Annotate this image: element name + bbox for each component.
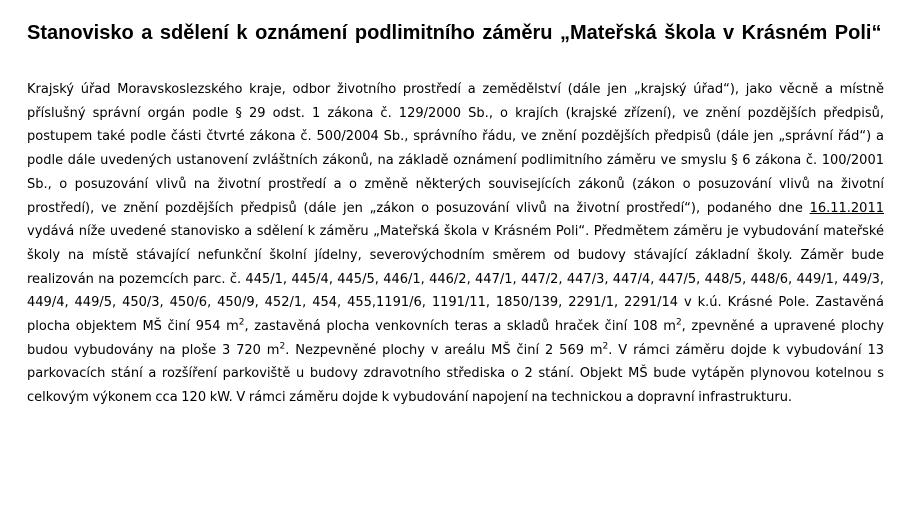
paragraph-text-4: , zpevněné a upravené plochy budou vybudovány na ploše 3 720 m [27,319,884,358]
document-title: Stanovisko a sdělení k oznámení podlimitního záměru „Mateřská škola v Krásném Poli“ [27,22,882,44]
submission-date: 16.11.2011 [809,200,884,216]
superscript-unit: 2 [238,317,245,328]
paragraph-text-3: , zastavěná plocha venkovních teras a skladů hraček činí 108 m [244,319,676,335]
paragraph-text-6: . V rámci záměru dojde k vybudování 13 parkovacích stání a rozšíření parkoviště u budovy zdravotního střediska o 2 stání. Objekt MŠ bude vytápěn plynovou kotelnou s celkovým výkonem cca 120 kW. V rámci záměru dojde k vybudování napojení na technickou a dopravní infrastrukturu. [27,342,884,406]
superscript-unit: 2 [279,341,286,352]
paragraph-text-5: . Nezpevněné plochy v areálu MŠ činí 2 569 m [285,342,603,358]
body-paragraph [27,78,884,410]
superscript-unit: 2 [675,317,682,328]
document-page [27,20,884,423]
paragraph-text-1: Krajský úřad Moravskoslezského kraje, odbor životního prostředí a zemědělství (dále jen „krajský úřad“), jako věcně a místně příslušný správní orgán podle § 29 odst. 1 zákona č. 129/2000 Sb., o krajích (krajské zřízení), ve znění pozdějších předpisů, postupem také podle části čtvrté zákona č. 500/2004 Sb., správního řádu, ve znění pozdějších předpisů (dále jen „správní řád“) a podle dále uvedených ustanovení zvláštních zákonů, na základě oznámení podlimitního záměru ve smyslu § 6 zákona č. 100/2001 Sb., o posuzování vlivů na životní prostředí a o změně některých souvisejících zákonů (zákon o posuzování vlivů na životní prostředí), ve znění pozdějších předpisů (dále jen „zákon o posuzování vlivů na životní prostředí“), podaného dne [27,82,884,216]
superscript-unit: 2 [602,341,609,352]
paragraph-text-2: vydává níže uvedené stanovisko a sdělení k záměru „Mateřská škola v Krásném Poli“. Předmětem záměru je vybudování mateřské školy na místě stávající nefunkční školní jídelny, severovýchodním směrem od budovy stávající základní školy. Záměr bude realizován na pozemcích parc. č. 445/1, 445/4, 445/5, 446/1, 446/2, 447/1, 447/2, 447/3, 447/4, 447/5, 448/5, 448/6, 449/1, 449/3, 449/4, 449/5, 450/3, 450/6, 450/9, 452/1, 454, 455,1191/6, 1191/11, 1850/139, 2291/1, 2291/14 v k.ú. Krásné Pole. Zastavěná plocha objektem MŠ činí 954 m [27,224,884,335]
